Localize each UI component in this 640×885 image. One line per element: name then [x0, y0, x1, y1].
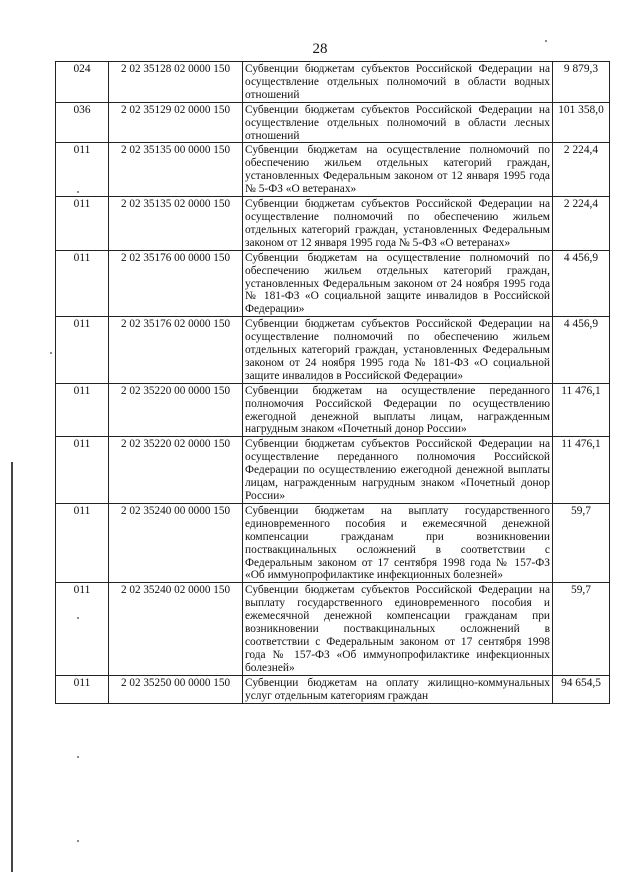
- table-row: [56, 143, 610, 197]
- table-row: [56, 197, 610, 251]
- row-sum: 2 224,4: [553, 197, 610, 251]
- row-name: Субвенции бюджетам на оплату жилищно-коммунальных услуг отдельным категориям граждан: [243, 675, 553, 703]
- row-code: 036: [56, 102, 109, 143]
- table-body: [56, 62, 610, 704]
- row-sum: 2 224,4: [553, 143, 610, 197]
- table-row: [56, 383, 610, 437]
- table-row: [56, 675, 610, 703]
- row-name: Субвенции бюджетам субъектов Российской Федерации на выплату государственного единовременного пособия и ежемесячной денежной компенсации гражданам при возникновении поствакцинальных осложнений в соответствии с Федеральным законом от 17 сентября 1998 года № 157-ФЗ «Об иммунопрофилактике инфекционных болезней»: [243, 583, 553, 675]
- row-kbk: 2 02 35250 00 0000 150: [109, 675, 243, 703]
- row-sum: 11 476,1: [553, 383, 610, 437]
- page-number: 28: [312, 41, 328, 57]
- row-name: Субвенции бюджетам на осуществление полномочий по обеспечению жильем отдельных категорий граждан, установленных Федеральным законом от 24 ноября 1995 года № 181-ФЗ «О социальной защите инвалидов в Российской Федерации»: [243, 250, 553, 317]
- row-kbk: 2 02 35176 02 0000 150: [109, 317, 243, 384]
- table-row: [56, 583, 610, 675]
- row-sum: 4 456,9: [553, 250, 610, 317]
- scan-speck: [77, 191, 79, 193]
- scan-speck: [77, 840, 79, 842]
- row-name: Субвенции бюджетам субъектов Российской Федерации на осуществление полномочий по обеспечению жильем отдельных категорий граждан, установленных Федеральным законом от 24 ноября 1995 года № 181-ФЗ «О социальной защите инвалидов в Российской Федерации»: [243, 317, 553, 384]
- row-name: Субвенции бюджетам субъектов Российской Федерации на осуществление отдельных полномочий в области водных отношений: [243, 62, 553, 103]
- row-kbk: 2 02 35129 02 0000 150: [109, 102, 243, 143]
- scan-speck: [545, 40, 547, 42]
- row-name: Субвенции бюджетам субъектов Российской Федерации на осуществление полномочий по обеспечению жильем отдельных категорий граждан, установленных Федеральным законом от 12 января 1995 года № 5-ФЗ «О ветеранах»: [243, 197, 553, 251]
- row-name: Субвенции бюджетам субъектов Российской Федерации на осуществление переданного полномочия Российской Федерации по осуществлению ежегодной денежной выплаты лицам, награжденным нагрудным знаком «Почетный донор России»: [243, 437, 553, 504]
- row-sum: 4 456,9: [553, 317, 610, 384]
- row-kbk: 2 02 35128 02 0000 150: [109, 62, 243, 103]
- scan-speck: [50, 352, 52, 354]
- row-name: Субвенции бюджетам на осуществление переданного полномочия Российской Федерации по осуществлению ежегодной денежной выплаты лицам, награжденным нагрудным знаком «Почетный донор России»: [243, 383, 553, 437]
- table-row: [56, 317, 610, 384]
- scan-margin-line: [11, 462, 13, 872]
- table-row: [56, 102, 610, 143]
- row-kbk: 2 02 35135 00 0000 150: [109, 143, 243, 197]
- row-code: 011: [56, 143, 109, 197]
- row-code: 011: [56, 250, 109, 317]
- row-name: Субвенции бюджетам субъектов Российской Федерации на осуществление отдельных полномочий в области лесных отношений: [243, 102, 553, 143]
- row-kbk: 2 02 35240 00 0000 150: [109, 503, 243, 582]
- row-sum: 101 358,0: [553, 102, 610, 143]
- row-code: 024: [56, 62, 109, 103]
- row-kbk: 2 02 35220 00 0000 150: [109, 383, 243, 437]
- row-sum: 9 879,3: [553, 62, 610, 103]
- row-code: 011: [56, 503, 109, 582]
- row-code: 011: [56, 197, 109, 251]
- row-kbk: 2 02 35135 02 0000 150: [109, 197, 243, 251]
- row-code: 011: [56, 583, 109, 675]
- revenue-table: [55, 61, 610, 704]
- row-sum: 94 654,5: [553, 675, 610, 703]
- row-name: Субвенции бюджетам на осуществление полномочий по обеспечению жильем отдельных категорий граждан, установленных Федеральным законом от 12 января 1995 года № 5-ФЗ «О ветеранах»: [243, 143, 553, 197]
- row-code: 011: [56, 383, 109, 437]
- table-row: [56, 437, 610, 504]
- row-kbk: 2 02 35220 02 0000 150: [109, 437, 243, 504]
- scan-speck: [77, 617, 79, 619]
- row-sum: 59,7: [553, 503, 610, 582]
- row-kbk: 2 02 35176 00 0000 150: [109, 250, 243, 317]
- row-name: Субвенции бюджетам на выплату государственного единовременного пособия и ежемесячной денежной компенсации гражданам при возникновении поствакцинальных осложнений в соответствии с Федеральным законом от 17 сентября 1998 года № 157-ФЗ «Об иммунопрофилактике инфекционных болезней»: [243, 503, 553, 582]
- row-code: 011: [56, 317, 109, 384]
- row-kbk: 2 02 35240 02 0000 150: [109, 583, 243, 675]
- scan-speck: [77, 756, 79, 758]
- row-sum: 11 476,1: [553, 437, 610, 504]
- row-code: 011: [56, 675, 109, 703]
- row-sum: 59,7: [553, 583, 610, 675]
- table-row: [56, 503, 610, 582]
- row-code: 011: [56, 437, 109, 504]
- table-row: [56, 62, 610, 103]
- table-row: [56, 250, 610, 317]
